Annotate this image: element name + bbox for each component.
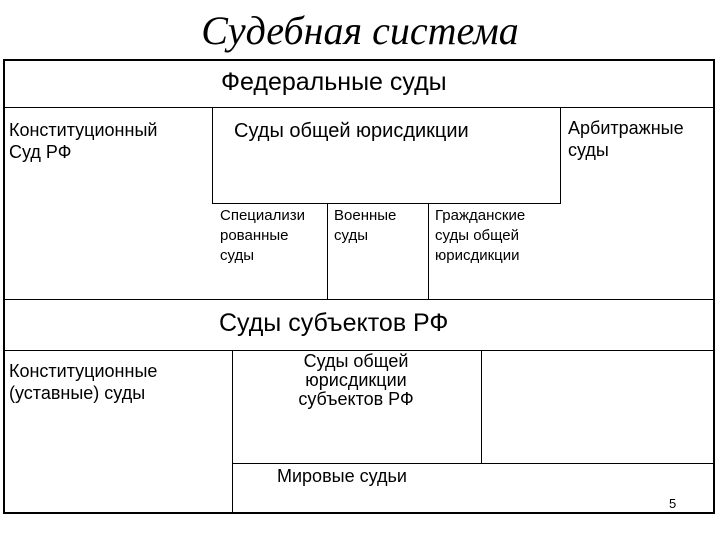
federal-constitutional-court: Конституционный Суд РФ — [9, 120, 158, 162]
subject-general-jurisdiction: Суды общей юрисдикции субъектов РФ — [298, 351, 414, 409]
divider-federal-middle — [212, 203, 560, 204]
divider-constitutional-subject — [232, 350, 233, 514]
divider-military-civil — [428, 203, 429, 300]
divider-constitutional-general — [212, 107, 213, 204]
divider-subject-right — [481, 350, 482, 464]
federal-arbitration-courts: Арбитражные суды — [568, 118, 684, 160]
divider-justices — [232, 463, 714, 464]
subject-courts-header: Суды субъектов РФ — [219, 309, 449, 337]
military-courts: Военные суды — [334, 207, 397, 244]
divider-general-arbitration — [560, 107, 561, 204]
specialized-courts: Специализи рованные суды — [220, 207, 305, 264]
divider-specialized-military — [327, 203, 328, 300]
subject-constitutional-courts: Конституционные (уставные) суды — [9, 361, 158, 403]
justices-of-peace: Мировые судьи — [277, 466, 407, 486]
divider-federal-header — [4, 107, 714, 108]
federal-general-jurisdiction: Суды общей юрисдикции — [234, 120, 469, 142]
civil-courts-general-jurisdiction: Гражданские суды общей юрисдикции — [435, 207, 526, 264]
page-number: 5 — [669, 496, 677, 511]
federal-courts-header: Федеральные суды — [221, 68, 447, 96]
divider-federal-bottom — [4, 299, 714, 300]
page-title: Судебная система — [201, 8, 519, 53]
